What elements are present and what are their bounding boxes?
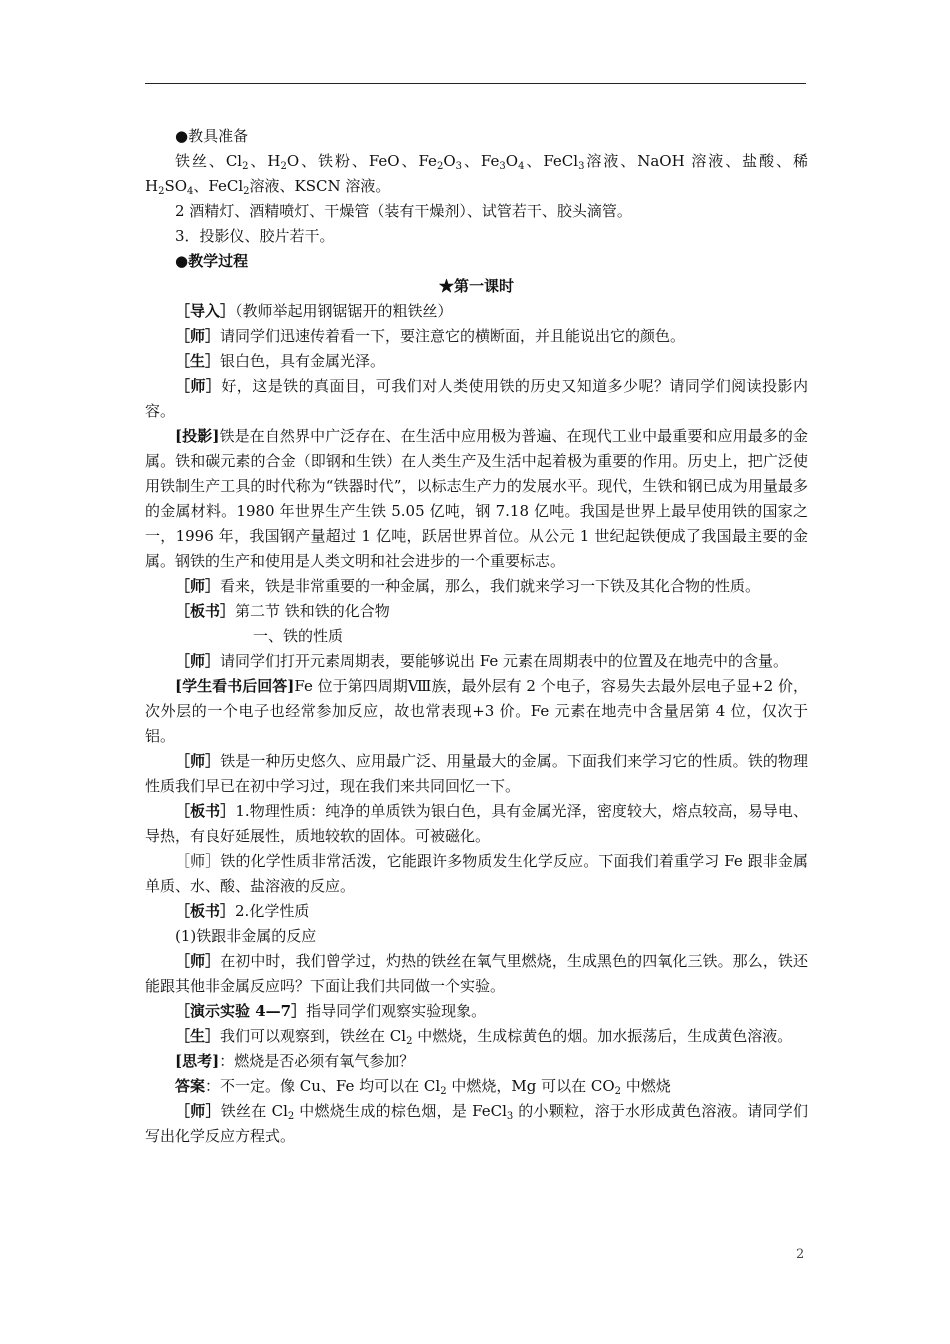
text-run: 看来，铁是非常重要的一种金属，那么，我们就来学习一下铁及其化合物的性质。 [220,577,761,595]
bold-label: 答案 [175,1077,206,1095]
paragraph [145,1074,808,1099]
paragraph [145,999,808,1024]
text-run: 好，这是铁的真面目，可我们对人类使用铁的历史又知道多少呢？请同学们阅读投影内容。 [145,377,808,420]
subscript: 2 [440,1086,447,1097]
paragraph [145,249,808,274]
text-run: ：不一定。像 Cu、Fe 均可以在 Cl [205,1077,441,1095]
paragraph [145,349,808,374]
text-run: O、铁粉、FeO、Fe [286,152,437,170]
paragraph [145,599,808,624]
bold-label: ［师］ [175,327,221,345]
bold-label: ［导入］ [175,302,236,320]
text-run: 1.物理性质：纯净的单质铁为银白色，具有金属光泽，密度较大，熔点较高，易导电、导热，有良好延展性，质地较软的固体。可被磁化。 [145,802,808,845]
subscript: 2 [242,161,249,172]
text-run: 请同学们打开元素周期表，要能够说出 Fe 元素在周期表中的位置及在地壳中的含量。 [220,652,789,670]
subscript: 2 [614,1086,621,1097]
text-run: （教师举起用钢锯锯开的粗铁丝） [235,302,453,320]
subscript: 4 [187,186,194,197]
text-run: 3．投影仪、胶片若干。 [175,227,335,245]
bold-label: [学生看书后回答] [175,677,295,695]
paragraph [145,849,808,899]
text-run: 指导同学们观察实验现象。 [306,1002,487,1020]
bold-label: ［板书］ [175,902,236,920]
text-run: ［师］铁的化学性质非常活泼，它能跟许多物质发生化学反应。下面我们着重学习 Fe 跟非金属单质、水、酸、盐溶液的反应。 [145,852,808,895]
subscript: 2 [280,161,287,172]
subscript: 3 [506,1111,514,1122]
subscript: 2 [287,1111,295,1122]
paragraph [145,624,808,649]
subscript: 4 [518,161,525,172]
paragraph [145,224,808,249]
paragraph [145,899,808,924]
paragraph [145,274,808,299]
text-run: O [443,152,456,170]
bold-label: ●教学过程 [175,252,249,270]
text-run: 、H [248,152,281,170]
subscript: 2 [158,186,165,197]
paragraph [145,424,808,574]
bold-label: ［师］ [175,652,221,670]
bold-label: [思考] [175,1052,220,1070]
subscript: 3 [455,161,463,172]
paragraph [145,149,808,199]
subscript: 3 [578,161,585,172]
page-number: 2 [796,1247,805,1262]
text-run: 铁丝在 Cl [220,1102,288,1120]
text-run: ：燃烧是否必须有氧气参加？ [219,1052,415,1070]
bold-label: ［生］ [175,352,221,370]
text-run: 第二节 铁和铁的化合物 [235,602,390,620]
text-run: 中燃烧生成的棕色烟，是 FeCl [294,1102,507,1120]
document-body [145,124,808,1149]
subscript: 2 [436,161,444,172]
paragraph [145,324,808,349]
subscript: 2 [406,1036,413,1047]
text-run: 中燃烧，Mg 可以在 CO [446,1077,615,1095]
paragraph [145,749,808,799]
paragraph [145,299,808,324]
text-run: 、Fe [462,152,500,170]
paragraph [145,1024,808,1049]
subscript: 3 [499,161,506,172]
text-run: 在初中时，我们曾学过，灼热的铁丝在氧气里燃烧，生成黑色的四氧化三铁。那么，铁还能跟其他非金属反应吗？下面让我们共同做一个实验。 [145,952,808,995]
bold-label: ［师］ [175,1102,221,1120]
text-run: (1)铁跟非金属的反应 [175,927,317,945]
paragraph [145,1049,808,1074]
subscript: 2 [243,186,250,197]
text-run: 2 酒精灯、酒精喷灯、干燥管（装有干燥剂）、试管若干、胶头滴管。 [175,202,632,220]
header-rule [145,83,806,84]
text-run: 溶液、NaOH 溶液、盐酸、稀 H [145,152,809,195]
paragraph [145,124,808,149]
text-run: 的小颗粒，溶于水形成黄色溶液。请同学们写出化学反应方程式。 [145,1102,808,1145]
text-run: ●教具准备 [175,127,249,145]
text-run: O [505,152,519,170]
bold-label: ［板书］ [175,602,236,620]
paragraph [145,949,808,999]
bold-label: ［师］ [175,377,222,395]
paragraph [145,1099,808,1149]
text-run: SO [164,177,188,195]
text-run: 请同学们迅速传着看一下，要注意它的横断面，并且能说出它的颜色。 [220,327,686,345]
paragraph [145,574,808,599]
text-run: 、FeCl [524,152,579,170]
text-run: 铁丝、Cl [175,152,243,170]
text-run: 一、铁的性质 [253,627,344,645]
paragraph [145,649,808,674]
paragraph [145,374,808,424]
paragraph [145,799,808,849]
text-run: 溶液、KSCN 溶液。 [249,177,391,195]
text-run: 中燃烧 [621,1077,671,1095]
bold-label: ［生］ [175,1027,221,1045]
text-run: 铁是在自然界中广泛存在、在生活中应用极为普遍、在现代工业中最重要和应用最多的金属。铁和碳元素的合金（即钢和生铁）在人类生产及生活中起着极为重要的作用。历史上，把广泛使用铁制生产工具的时代称为“铁器时代”，以标志生产力的发展水平。现代，生铁和钢已成为用量最多的金属材料。1980 年世界生产生铁 5.05 亿吨，钢 7.18 亿吨。我国是世界上最早使用铁的国家之一，1996 年，我国钢产量超过 1 亿吨，跃居世界首位。从公元 1 世纪起铁便成了我国最主要的金属。钢铁的生产和使用是人类文明和社会进步的一个重要标志。 [145,427,808,570]
bold-label: ［演示实验 4—7］ [175,1002,307,1020]
paragraph [145,924,808,949]
bold-label: ［板书］ [175,802,236,820]
bold-label: ［师］ [175,577,221,595]
text-run: Fe 位于第四周期Ⅷ族，最外层有 2 个电子，容易失去最外层电子显+2 价，次外层的一个电子也经常参加反应，故也常表现+3 价。Fe 元素在地壳中含量居第 4 位，仅次于铝。 [145,677,808,745]
bold-label: [投影] [175,427,220,445]
text-run: 、FeCl [193,177,244,195]
text-run: 我们可以观察到，铁丝在 Cl [220,1027,407,1045]
bold-label: ★第一课时 [438,277,514,295]
text-run: 银白色，具有金属光泽。 [220,352,386,370]
paragraph [145,199,808,224]
text-run: 中燃烧，生成棕黄色的烟。加水振荡后，生成黄色溶液。 [412,1027,793,1045]
text-run: 铁是一种历史悠久、应用最广泛、用量最大的金属。下面我们来学习它的性质。铁的物理性质我们早已在初中学习过，现在我们来共同回忆一下。 [145,752,808,795]
bold-label: ［师］ [175,752,221,770]
paragraph [145,674,808,749]
text-run: 2.化学性质 [235,902,310,920]
bold-label: ［师］ [175,952,221,970]
